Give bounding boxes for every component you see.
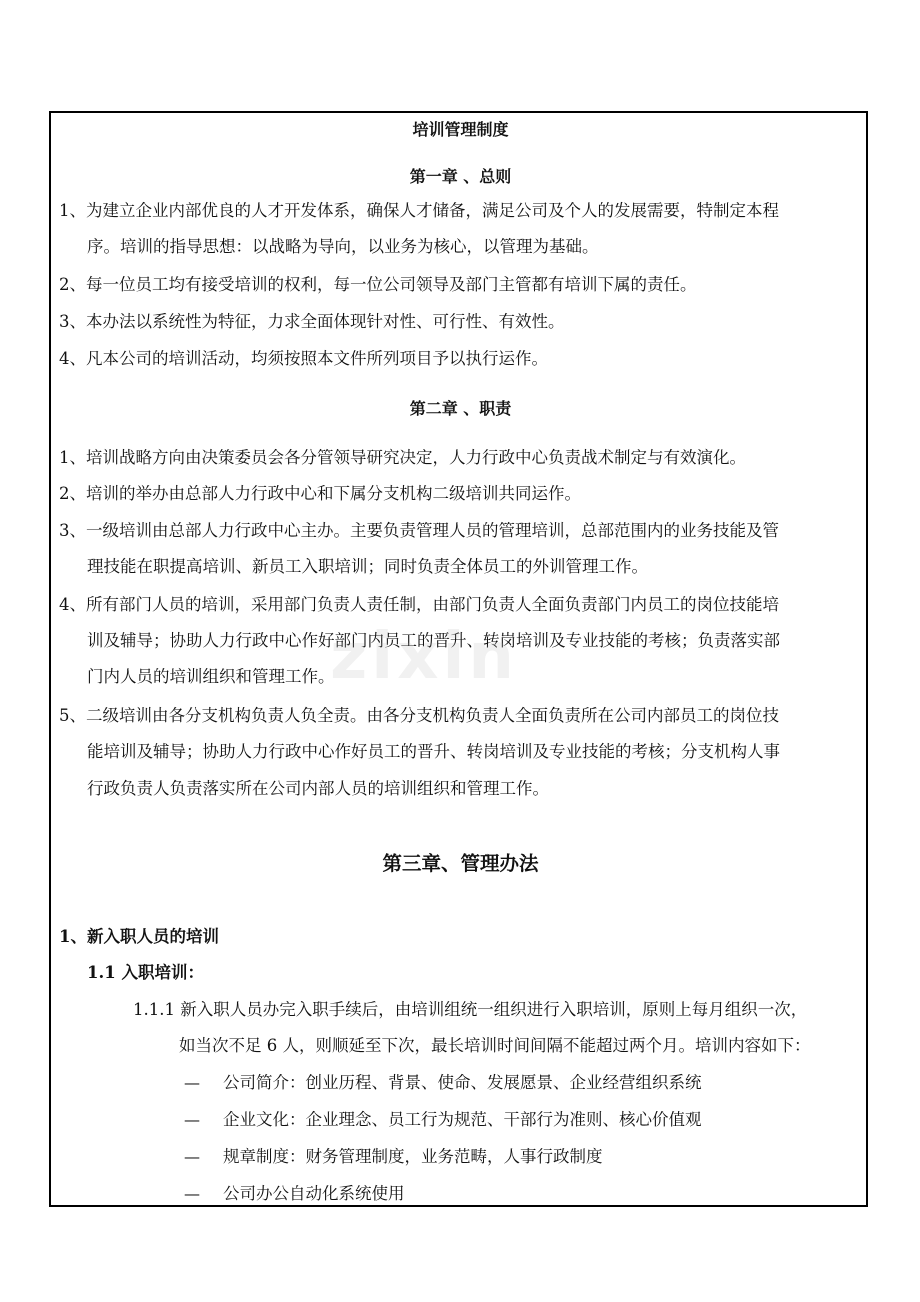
ch2-item-4-line1: 4、所有部门人员的培训，采用部门负责人责任制，由部门负责人全面负责部门内员工的岗位技能培 <box>59 595 779 614</box>
ch1-item-1-line2: 序。培训的指导思想：以战略为导向，以业务为核心，以管理为基础。 <box>87 237 599 256</box>
dash-bullet-1: — <box>184 1073 200 1092</box>
chapter-1-heading: 第一章 、总则 <box>409 167 512 186</box>
training-content-4: 公司办公自动化系统使用 <box>223 1184 405 1203</box>
dash-bullet-2: — <box>184 1110 200 1129</box>
ch1-item-3: 3、本办法以系统性为特征，力求全面体现针对性、可行性、有效性。 <box>59 312 565 331</box>
chapter-3-heading: 第三章、管理办法 <box>382 852 539 875</box>
ch1-item-2: 2、每一位员工均有接受培训的权利，每一位公司领导及部门主管都有培训下属的责任。 <box>59 275 697 294</box>
section-1-heading: 1、新入职人员的培训 <box>59 927 219 946</box>
ch2-item-5-line2: 能培训及辅导；协助人力行政中心作好员工的晋升、转岗培训及专业技能的考核；分支机构人事 <box>87 742 780 761</box>
para-1-1-1-line1: 1.1.1 新入职人员办完入职手续后，由培训组统一组织进行入职培训，原则上每月组织一次， <box>133 1000 808 1019</box>
document-frame <box>49 111 868 1207</box>
ch1-item-1-line1: 1、为建立企业内部优良的人才开发体系，确保人才储备，满足公司及个人的发展需要，特制定本程 <box>59 201 779 220</box>
ch2-item-3-line2: 理技能在职提高培训、新员工入职培训；同时负责全体员工的外训管理工作。 <box>87 557 648 576</box>
document-title: 培训管理制度 <box>412 120 509 139</box>
dash-bullet-3: — <box>184 1147 200 1166</box>
training-content-1: 公司简介：创业历程、背景、使命、发展愿景、企业经营组织系统 <box>223 1073 702 1092</box>
dash-bullet-4: — <box>184 1184 200 1203</box>
ch2-item-3-line1: 3、一级培训由总部人力行政中心主办。主要负责管理人员的管理培训，总部范围内的业务技能及管 <box>59 521 779 540</box>
ch2-item-5-line1: 5、二级培训由各分支机构负责人负全责。由各分支机构负责人全面负责所在公司内部员工的岗位技 <box>59 706 779 725</box>
training-content-2: 企业文化：企业理念、员工行为规范、干部行为准则、核心价值观 <box>223 1110 702 1129</box>
chapter-2-heading: 第二章 、职责 <box>409 399 512 418</box>
ch2-item-1: 1、培训战略方向由决策委员会各分管领导研究决定，人力行政中心负责战术制定与有效演化。 <box>59 448 746 467</box>
ch2-item-4-line2: 训及辅导；协助人力行政中心作好部门内员工的晋升、转岗培训及专业技能的考核；负责落实部 <box>87 631 780 650</box>
watermark-text: zixin <box>330 620 518 694</box>
subsection-1-1-heading: 1.1 入职培训： <box>87 963 204 982</box>
ch2-item-5-line3: 行政负责人负责落实所在公司内部人员的培训组织和管理工作。 <box>87 779 549 798</box>
ch2-item-4-line3: 门内人员的培训组织和管理工作。 <box>87 667 335 686</box>
para-1-1-1-line2: 如当次不足 6 人，则顺延至下次，最长培训时间间隔不能超过两个月。培训内容如下： <box>179 1036 811 1055</box>
ch1-item-4: 4、凡本公司的培训活动，均须按照本文件所列项目予以执行运作。 <box>59 349 548 368</box>
ch2-item-2: 2、培训的举办由总部人力行政中心和下属分支机构二级培训共同运作。 <box>59 484 581 503</box>
training-content-3: 规章制度：财务管理制度，业务范畴，人事行政制度 <box>223 1147 603 1166</box>
